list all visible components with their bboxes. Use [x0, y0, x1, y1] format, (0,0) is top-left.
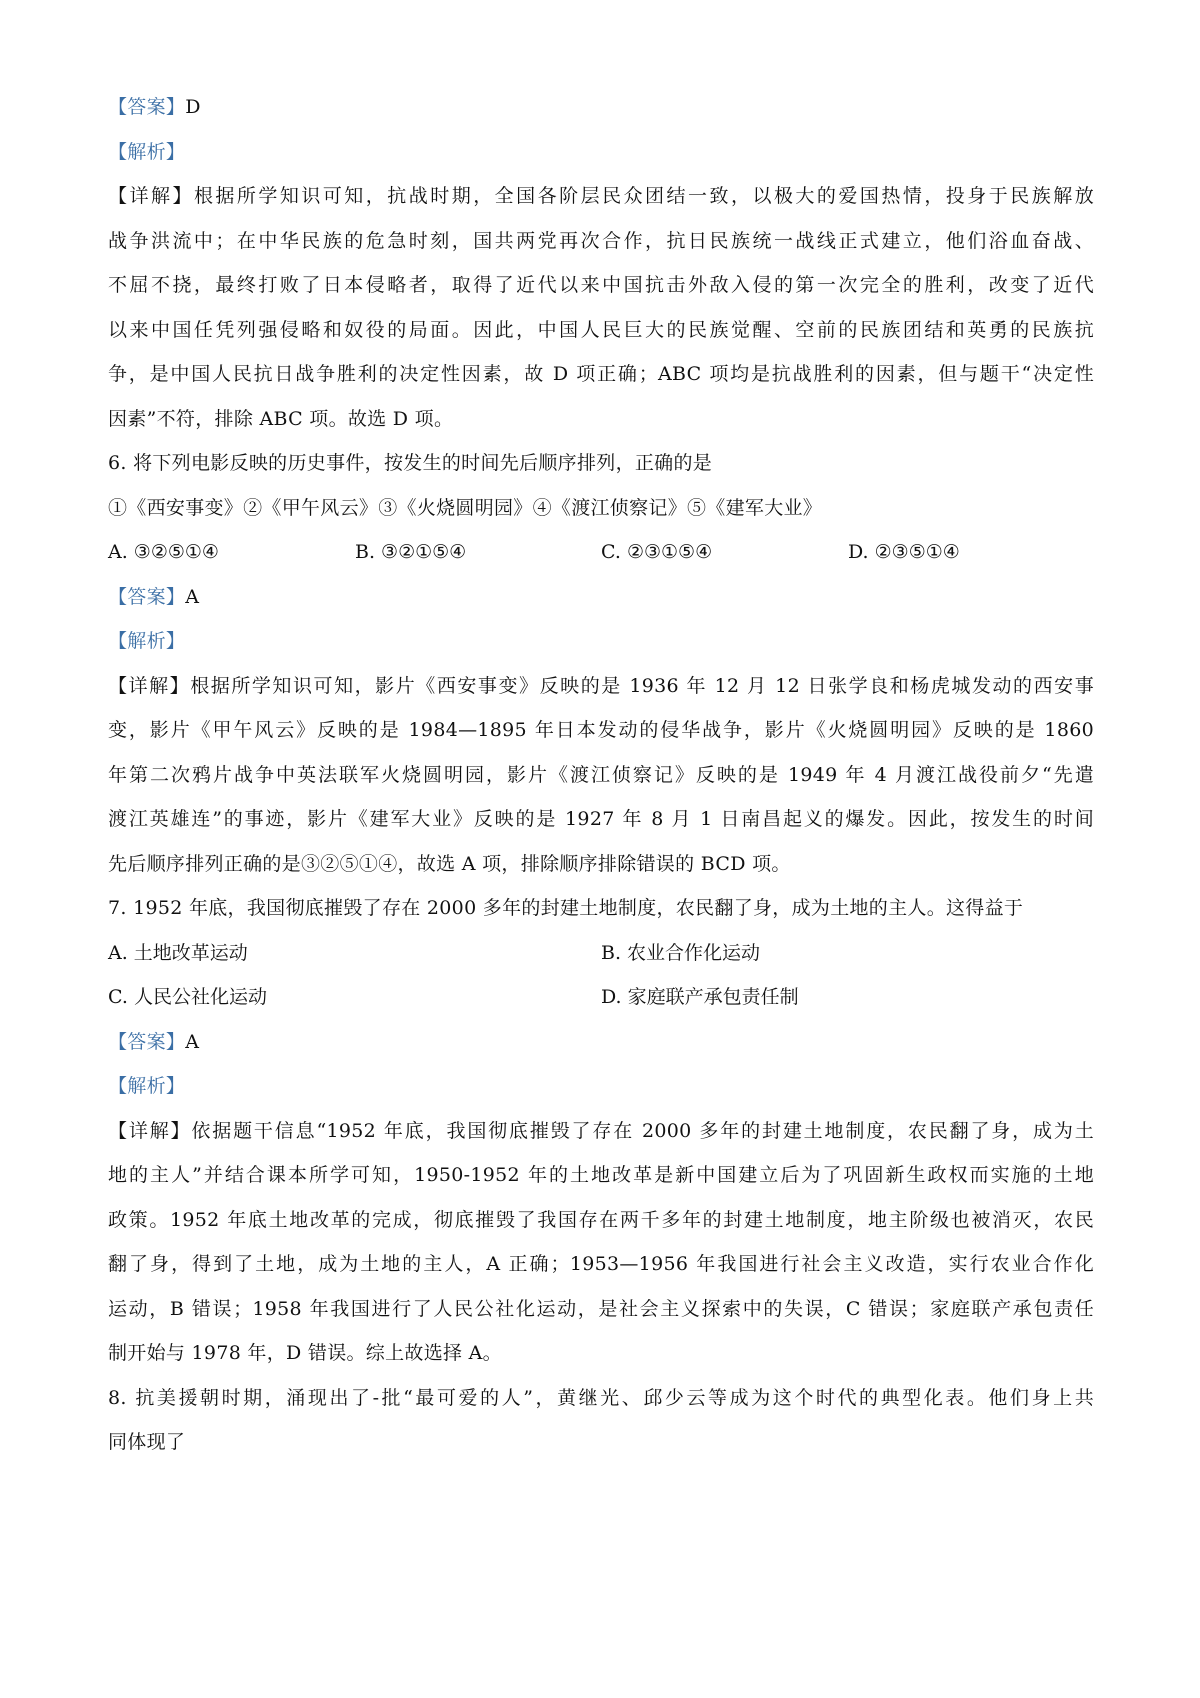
q5-detail-line: [108, 181, 1094, 211]
q5-detail-line: 因素”不符，排除 ABC 项。故选 D 项。: [108, 408, 454, 430]
q5-detail-line: 争，是中国人民抗日战争胜利的决定性因素，故 D 项正确；ABC 项均是抗战胜利的因素，但与题干“决定性: [108, 363, 1094, 385]
q6-answer-line: [108, 582, 199, 612]
q7-option-b: B. 农业合作化运动: [601, 942, 761, 964]
q6-option-c: C. ②③①⑤④: [601, 541, 713, 563]
q6-detail-line: 渡江英雄连”的事迹，影片《建军大业》反映的是 1927 年 8 月 1 日南昌起义的爆发。因此，按发生的时间: [108, 808, 1094, 830]
q7-detail-line: 运动，B 错误；1958 年我国进行了人民公社化运动，是社会主义探索中的失误，C 错误；家庭联产承包责任: [108, 1298, 1094, 1320]
q7-detail-line: 政策。1952 年底土地改革的完成，彻底摧毁了我国存在两千多年的封建土地制度，地主阶级也被消灭，农民: [108, 1209, 1094, 1231]
q6-stem: 6. 将下列电影反映的历史事件，按发生的时间先后顺序排列，正确的是: [108, 452, 713, 474]
q7-detail-line: [108, 1116, 1094, 1146]
q5-analysis-label: 【解析】: [108, 141, 186, 163]
q6-option-a: A. ③②⑤①④: [108, 541, 219, 563]
q6-detail-line: 年第二次鸦片战争中英法联军火烧圆明园，影片《渡江侦察记》反映的是 1949 年 4 月渡江战役前夕“先遣: [108, 764, 1094, 786]
q7-detail-line: 制开始与 1978 年，D 错误。综上故选择 A。: [108, 1342, 502, 1364]
q7-stem: 7. 1952 年底，我国彻底摧毁了存在 2000 多年的封建土地制度，农民翻了身，成为土地的主人。这得益于: [108, 897, 1024, 919]
answer-label: 【答案】: [108, 586, 186, 608]
q7-detail-line: 地的主人”并结合课本所学可知，1950-1952 年的土地改革是新中国建立后为了巩固新生政权而实施的土地: [108, 1164, 1094, 1186]
q6-option-d: D. ②③⑤①④: [848, 541, 960, 563]
answer-label: 【答案】: [108, 96, 186, 118]
q7-analysis-label: 【解析】: [108, 1075, 186, 1097]
q6-detail-line: [108, 671, 1094, 701]
q7-option-a: A. 土地改革运动: [108, 942, 248, 964]
q7-option-d: D. 家庭联产承包责任制: [601, 986, 799, 1008]
detail-label: 【详解】: [108, 185, 194, 207]
q6-detail-line: 变，影片《甲午风云》反映的是 1984—1895 年日本发动的侵华战争，影片《火烧圆明园》反映的是 1860: [108, 719, 1094, 741]
q6-items: ①《西安事变》②《甲午风云》③《火烧圆明园》④《渡江侦察记》⑤《建军大业》: [108, 497, 823, 519]
q5-detail-line: 战争洪流中；在中华民族的危急时刻，国共两党再次合作，抗日民族统一战线正式建立，他们浴血奋战、: [108, 230, 1094, 252]
q7-detail-line: 翻了身，得到了土地，成为土地的主人，A 正确；1953—1956 年我国进行社会主义改造，实行农业合作化: [108, 1253, 1094, 1275]
answer-value: A: [185, 586, 200, 608]
q8-stem-line: 8. 抗美援朝时期，涌现出了-批“最可爱的人”，黄继光、邱少云等成为这个时代的典型化表。他们身上共: [108, 1387, 1094, 1409]
answer-value: A: [185, 1031, 200, 1053]
q6-detail-line: 先后顺序排列正确的是③②⑤①④，故选 A 项，排除顺序排除错误的 BCD 项。: [108, 853, 791, 875]
detail-label: 【详解】: [108, 675, 191, 697]
q8-stem-line: 同体现了: [108, 1431, 186, 1453]
q7-answer-line: [108, 1027, 199, 1057]
q5-detail-line: 以来中国任凭列强侵略和奴役的局面。因此，中国人民巨大的民族觉醒、空前的民族团结和英勇的民族抗: [108, 319, 1094, 341]
q6-option-b: B. ③②①⑤④: [355, 541, 467, 563]
q6-analysis-label: 【解析】: [108, 630, 186, 652]
detail-text: 依据题干信息“1952 年底，我国彻底摧毁了存在 2000 多年的封建土地制度，农民翻了身，成为土: [191, 1120, 1094, 1142]
q5-detail-line: 不屈不挠，最终打败了日本侵略者，取得了近代以来中国抗击外敌入侵的第一次完全的胜利，改变了近代: [108, 274, 1094, 296]
q7-option-c: C. 人民公社化运动: [108, 986, 267, 1008]
answer-label: 【答案】: [108, 1031, 186, 1053]
q5-answer-line: [108, 92, 201, 122]
detail-label: 【详解】: [108, 1120, 192, 1142]
answer-value: D: [185, 96, 201, 118]
detail-text: 根据所学知识可知，影片《西安事变》反映的是 1936 年 12 月 12 日张学良和杨虎城发动的西安事: [190, 675, 1095, 697]
detail-text: 根据所学知识可知，抗战时期，全国各阶层民众团结一致，以极大的爱国热情，投身于民族解放: [193, 185, 1094, 207]
